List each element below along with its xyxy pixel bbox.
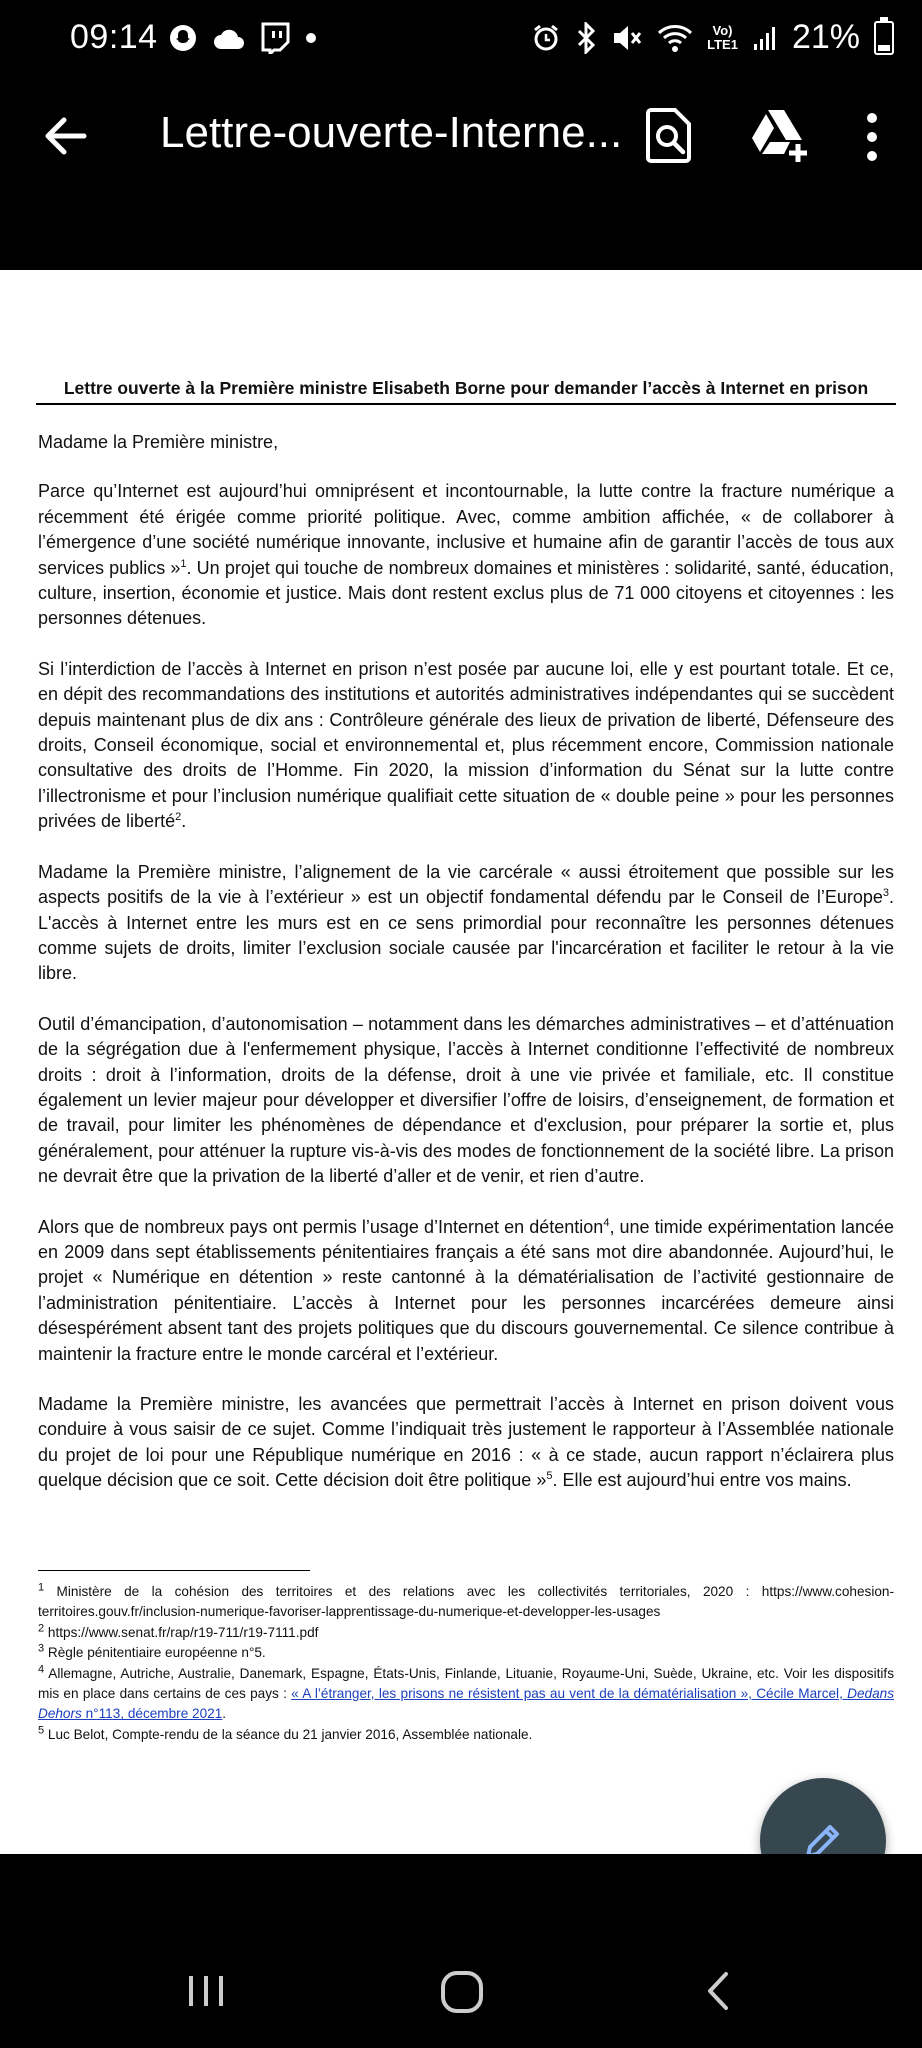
notification-icons	[168, 22, 318, 54]
network-volte-label: Vo)	[712, 22, 733, 38]
footnote-4: $^4$ Allemagne, Autriche, Australie, Danemark, Espagne, États-Unis, Finlande, Lituanie, Royaume-Uni, Suède, Ukraine, etc. Voir les dispositifs mis en place dans certains de ces pays : « A l’étranger, les prisons ne résistent pas au vent de la dématérialisation », Cécile Marcel, Dedans Dehors n°113, décembre 2021.	[38, 1663, 894, 1722]
find-in-page-icon[interactable]	[645, 106, 693, 164]
status-bar	[0, 0, 922, 82]
footnote-5: $^5$ Luc Belot, Compte-rendu de la séance du 21 janvier 2016, Assemblée nationale.	[38, 1724, 533, 1742]
footnote-1: $^1$ Ministère de la cohésion des territoires et des relations avec les collectivités territoriales, 2020 : https://www.cohesion-territoires.gouv.fr/inclusion-numerique-favoriser-lapprentissage-du-numerique-et-developper-les-usages	[38, 1581, 894, 1620]
footnote-ref-2: 2	[175, 811, 182, 824]
footnote-4-link[interactable]: « A l’étranger, les prisons ne résistent pas au vent de la dématérialisation », Cécile Marcel, Dedans Dehors n°113, décembre 2021	[38, 1686, 894, 1722]
paragraph-3: Madame la Première ministre, l’alignement de la vie carcérale « aussi étroitement que possible sur les aspects positifs de la vie à l’extérieur » est un objectif fondamental défendu par le Conseil de l’Europe$^3$. L'accès à Internet entre les murs est en ce sens primordial pour reconnaître les personnes détenues comme sujets de droits, limiter l’exclusion sociale causée par l'incarcération et faciliter le retour à la vie libre.	[38, 861, 894, 984]
network-lte-label: LTE1	[707, 36, 738, 52]
more-vert-icon[interactable]	[860, 108, 884, 166]
document-page[interactable]	[0, 270, 922, 1854]
footnote-2: $^2$ https://www.senat.fr/rap/r19-711/r19-7111.pdf	[38, 1622, 319, 1640]
bluetooth-icon	[575, 22, 597, 54]
cloud-icon	[212, 25, 246, 51]
paragraph-1: Parce qu’Internet est aujourd’hui omniprésent et incontournable, la lutte contre la fracture numérique a récemment été érigée comme priorité politique. Avec, comme ambition affichée, « de collaborer à l’émergence d’une société numérique innovante, inclusive et humaine afin de garantir l’accès de tous aux services publics »$^1$. Un projet qui touche de nombreux domaines et ministères : solidarité, santé, éducation, culture, insertion, économie et justice. Mais dont restent exclus plus de 71 000 citoyens et citoyennes : les personnes détenues.	[38, 481, 894, 629]
footnote-ref-3: 3	[882, 887, 889, 900]
document-heading: Lettre ouverte à la Première ministre Elisabeth Borne pour demander l’accès à Internet en prison	[36, 378, 896, 405]
twitch-icon	[260, 22, 290, 54]
dot-icon	[304, 31, 318, 45]
battery-icon	[874, 21, 894, 55]
home-icon[interactable]	[440, 1970, 484, 2014]
recent-apps-icon[interactable]	[186, 1974, 226, 2008]
navigation-bar	[0, 1854, 922, 2048]
battery-percent: 21%	[791, 18, 860, 56]
footnote-ref-1: 1	[180, 557, 187, 570]
paragraph-6: Madame la Première ministre, les avancées que permettrait l’accès à Internet en prison doivent vous conduire à vous saisir de ce sujet. Comme l’indiquait très justement le rapporteur à l’Assemblée nationale du projet de loi pour une République numérique en 2016 : « à ce stade, aucun rapport n’éclairera plus quelque décision que ce soit. Cette décision doit être politique »$^5$. Elle est aujourd’hui entre vos mains.	[38, 1394, 894, 1491]
signal-icon	[752, 24, 778, 52]
snapchat-icon	[168, 23, 198, 53]
nav-back-icon[interactable]	[704, 1970, 732, 2012]
alarm-icon	[531, 23, 561, 53]
footnote-divider	[38, 1570, 310, 1571]
system-icons	[531, 18, 894, 57]
document-body	[38, 430, 894, 1519]
document-title: Lettre-ouverte-Interne...	[160, 108, 623, 157]
paragraph-2: Si l’interdiction de l’accès à Internet en prison n’est posée par aucune loi, elle y est pourtant totale. Et ce, en dépit des recommandations des institutions et autorités administratives indépendantes qui se succèdent depuis maintenant plus de dix ans : Contrôleure générale des lieux de privation de liberté, Défenseure des droits, Conseil économique, social et environnemental et, plus récemment encore, Commission nationale consultative des droits de l’Homme. Fin 2020, la mission d’information du Sénat sur la lutte contre l’illectronisme et pour l’inclusion numérique qualifiait cette situation de « double peine » pour les personnes privées de liberté$^2$.	[38, 658, 894, 832]
app-bar	[0, 82, 922, 270]
paragraph-5: Alors que de nombreux pays ont permis l’usage d’Internet en détention$^4$, une timide expérimentation lancée en 2009 dans sept établissements pénitentiaires français a été sans mot dire abandonnée. Aujourd’hui, le projet « Numérique en détention » reste cantonné à la dématérialisation de l’activité gestionnaire de l’administration pénitentiaire. L’accès à Internet pour les personnes incarcérées demeure ainsi désespérément absent tant des projets politiques que du discours gouvernemental. Ce silence contribue à maintenir la fracture entre le monde carcéral et l’extérieur.	[38, 1216, 894, 1364]
paragraph-4: Outil d’émancipation, d’autonomisation – notamment dans les démarches administratives – et d’atténuation de la ségrégation due à l'enfermement physique, l’accès à Internet conditionne l’effectivité de nombreux droits : droit à l’information, droits de la défense, droit à une vie privée et familiale, etc. Il constitue également un levier majeur pour développer et diversifier l’offre de loisirs, d’enseignement, de formation et de travail, pour limiter les phénomènes de dépendance et d'exclusion, pour préparer la sortie et, plus généralement, pour atténuer la rupture vis-à-vis des modes de fonctionnement de la société libre. La prison ne devrait être que la privation de la liberté d’aller et de venir, et rien d’autre.	[38, 1013, 894, 1187]
mute-icon	[611, 23, 643, 53]
back-arrow-icon[interactable]	[40, 110, 92, 162]
footnote-3: $^3$ Règle pénitentiaire européenne n°5.	[38, 1642, 266, 1661]
footnote-ref-5: 5	[546, 1470, 553, 1483]
status-time: 09:14	[70, 18, 158, 56]
footnote-ref-4: 4	[603, 1216, 610, 1229]
wifi-icon	[657, 23, 693, 53]
network-type	[707, 24, 738, 52]
salutation: Madame la Première ministre,	[38, 432, 279, 452]
footnotes	[38, 1582, 894, 1745]
add-to-drive-icon[interactable]	[748, 106, 810, 164]
